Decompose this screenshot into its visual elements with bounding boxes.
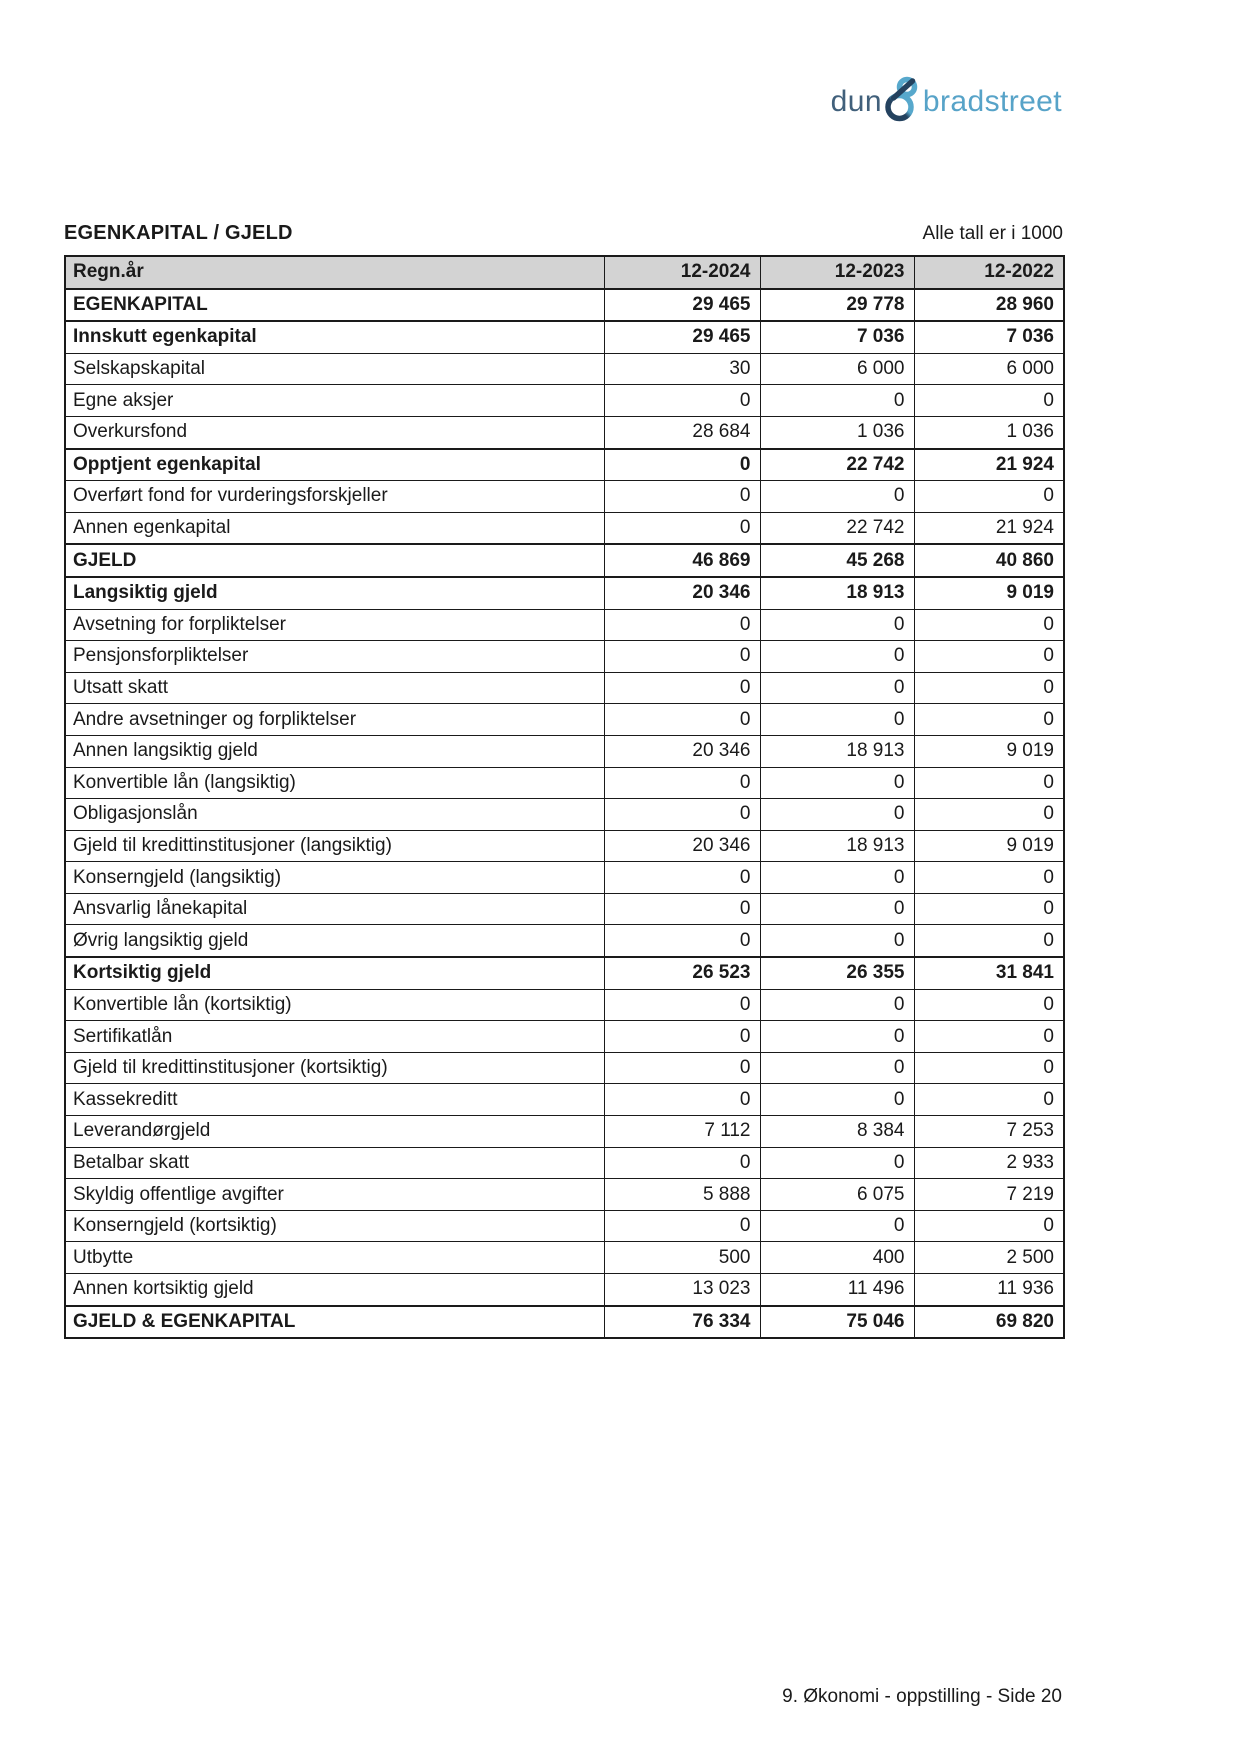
row-label: Annen egenkapital bbox=[65, 512, 604, 544]
row-value: 75 046 bbox=[760, 1306, 914, 1339]
row-value: 31 841 bbox=[914, 957, 1064, 989]
row-value: 0 bbox=[914, 862, 1064, 894]
row-value: 45 268 bbox=[760, 544, 914, 577]
table-row bbox=[65, 449, 1064, 481]
row-value: 22 742 bbox=[760, 449, 914, 481]
row-value: 21 924 bbox=[914, 512, 1064, 544]
row-value: 9 019 bbox=[914, 735, 1064, 767]
row-value: 13 023 bbox=[604, 1274, 760, 1306]
row-value: 0 bbox=[914, 481, 1064, 513]
row-label: Egne aksjer bbox=[65, 385, 604, 417]
table-row bbox=[65, 989, 1064, 1021]
row-value: 26 523 bbox=[604, 957, 760, 989]
table-row bbox=[65, 1179, 1064, 1211]
row-value: 0 bbox=[760, 1052, 914, 1084]
row-value: 0 bbox=[604, 925, 760, 957]
table-row bbox=[65, 1147, 1064, 1179]
row-label: Konvertible lån (kortsiktig) bbox=[65, 989, 604, 1021]
row-value: 40 860 bbox=[914, 544, 1064, 577]
row-label: Gjeld til kredittinstitusjoner (langsiktig) bbox=[65, 830, 604, 862]
table-row bbox=[65, 704, 1064, 736]
row-value: 0 bbox=[604, 512, 760, 544]
row-value: 0 bbox=[760, 893, 914, 925]
logo-text-dun: dun bbox=[830, 84, 882, 118]
row-value: 0 bbox=[760, 1147, 914, 1179]
row-value: 0 bbox=[760, 704, 914, 736]
ampersand-icon bbox=[885, 76, 921, 123]
row-label: Annen langsiktig gjeld bbox=[65, 735, 604, 767]
row-label: Opptjent egenkapital bbox=[65, 449, 604, 481]
row-value: 29 778 bbox=[760, 289, 914, 322]
row-label: Annen kortsiktig gjeld bbox=[65, 1274, 604, 1306]
row-value: 0 bbox=[604, 893, 760, 925]
row-label: Utbytte bbox=[65, 1242, 604, 1274]
row-value: 5 888 bbox=[604, 1179, 760, 1211]
row-value: 0 bbox=[604, 449, 760, 481]
row-value: 0 bbox=[760, 862, 914, 894]
row-value: 46 869 bbox=[604, 544, 760, 577]
row-value: 6 000 bbox=[914, 353, 1064, 385]
logo-text-bradstreet: bradstreet bbox=[922, 84, 1062, 118]
row-label: GJELD bbox=[65, 544, 604, 577]
row-value: 18 913 bbox=[760, 577, 914, 609]
table-row bbox=[65, 862, 1064, 894]
row-value: 0 bbox=[914, 925, 1064, 957]
table-row bbox=[65, 1306, 1064, 1339]
table-row bbox=[65, 957, 1064, 989]
row-value: 500 bbox=[604, 1242, 760, 1274]
row-label: Skyldig offentlige avgifter bbox=[65, 1179, 604, 1211]
row-value: 0 bbox=[914, 609, 1064, 641]
table-row bbox=[65, 1052, 1064, 1084]
row-label: Sertifikatlån bbox=[65, 1021, 604, 1053]
row-value: 7 219 bbox=[914, 1179, 1064, 1211]
table-row bbox=[65, 577, 1064, 609]
row-label: Selskapskapital bbox=[65, 353, 604, 385]
row-label: Avsetning for forpliktelser bbox=[65, 609, 604, 641]
row-value: 0 bbox=[914, 989, 1064, 1021]
row-value: 0 bbox=[604, 385, 760, 417]
row-value: 18 913 bbox=[760, 830, 914, 862]
table-row bbox=[65, 1116, 1064, 1148]
table-head bbox=[65, 256, 1064, 289]
row-value: 0 bbox=[604, 1147, 760, 1179]
table-row bbox=[65, 416, 1064, 448]
row-value: 0 bbox=[760, 1084, 914, 1116]
row-value: 0 bbox=[760, 481, 914, 513]
row-value: 0 bbox=[604, 1210, 760, 1242]
table-row bbox=[65, 1242, 1064, 1274]
row-value: 0 bbox=[914, 641, 1064, 673]
row-value: 0 bbox=[914, 385, 1064, 417]
table-row bbox=[65, 289, 1064, 322]
row-value: 11 936 bbox=[914, 1274, 1064, 1306]
row-label: Leverandørgjeld bbox=[65, 1116, 604, 1148]
row-value: 0 bbox=[760, 641, 914, 673]
row-label: Øvrig langsiktig gjeld bbox=[65, 925, 604, 957]
table-row bbox=[65, 767, 1064, 799]
table-row bbox=[65, 321, 1064, 353]
row-value: 0 bbox=[914, 1021, 1064, 1053]
row-label: Utsatt skatt bbox=[65, 672, 604, 704]
row-value: 0 bbox=[604, 862, 760, 894]
row-value: 9 019 bbox=[914, 830, 1064, 862]
row-value: 29 465 bbox=[604, 289, 760, 322]
row-value: 0 bbox=[914, 672, 1064, 704]
row-value: 0 bbox=[914, 893, 1064, 925]
row-value: 0 bbox=[604, 609, 760, 641]
row-value: 30 bbox=[604, 353, 760, 385]
row-value: 0 bbox=[760, 767, 914, 799]
row-value: 0 bbox=[604, 672, 760, 704]
row-value: 0 bbox=[604, 641, 760, 673]
row-value: 18 913 bbox=[760, 735, 914, 767]
table-row bbox=[65, 672, 1064, 704]
row-label: Andre avsetninger og forpliktelser bbox=[65, 704, 604, 736]
row-value: 76 334 bbox=[604, 1306, 760, 1339]
row-value: 7 036 bbox=[760, 321, 914, 353]
row-value: 28 684 bbox=[604, 416, 760, 448]
row-label: Pensjonsforpliktelser bbox=[65, 641, 604, 673]
row-label: Konserngjeld (kortsiktig) bbox=[65, 1210, 604, 1242]
row-label: GJELD & EGENKAPITAL bbox=[65, 1306, 604, 1339]
row-value: 9 019 bbox=[914, 577, 1064, 609]
row-value: 0 bbox=[604, 767, 760, 799]
table-row bbox=[65, 1021, 1064, 1053]
column-header-year: 12-2024 bbox=[604, 256, 760, 289]
column-header-label: Regn.år bbox=[65, 256, 604, 289]
row-value: 0 bbox=[914, 1084, 1064, 1116]
row-value: 29 465 bbox=[604, 321, 760, 353]
row-value: 0 bbox=[604, 1084, 760, 1116]
table-row bbox=[65, 544, 1064, 577]
row-value: 0 bbox=[914, 704, 1064, 736]
row-label: Kassekreditt bbox=[65, 1084, 604, 1116]
row-value: 0 bbox=[604, 481, 760, 513]
row-value: 69 820 bbox=[914, 1306, 1064, 1339]
table-row bbox=[65, 512, 1064, 544]
row-label: Langsiktig gjeld bbox=[65, 577, 604, 609]
row-value: 0 bbox=[760, 799, 914, 831]
row-value: 0 bbox=[914, 1210, 1064, 1242]
table-row bbox=[65, 385, 1064, 417]
row-value: 1 036 bbox=[914, 416, 1064, 448]
row-value: 7 036 bbox=[914, 321, 1064, 353]
row-value: 0 bbox=[760, 1210, 914, 1242]
row-value: 0 bbox=[604, 1021, 760, 1053]
row-value: 20 346 bbox=[604, 735, 760, 767]
row-value: 2 933 bbox=[914, 1147, 1064, 1179]
column-header-year: 12-2023 bbox=[760, 256, 914, 289]
table-row bbox=[65, 735, 1064, 767]
row-value: 22 742 bbox=[760, 512, 914, 544]
table-body bbox=[65, 289, 1064, 1339]
table-row bbox=[65, 1084, 1064, 1116]
row-value: 0 bbox=[914, 799, 1064, 831]
row-value: 21 924 bbox=[914, 449, 1064, 481]
dun-bradstreet-logo bbox=[831, 76, 1062, 127]
row-value: 26 355 bbox=[760, 957, 914, 989]
row-label: Overkursfond bbox=[65, 416, 604, 448]
row-value: 28 960 bbox=[914, 289, 1064, 322]
row-label: Obligasjonslån bbox=[65, 799, 604, 831]
row-value: 0 bbox=[760, 609, 914, 641]
row-value: 6 075 bbox=[760, 1179, 914, 1211]
row-value: 2 500 bbox=[914, 1242, 1064, 1274]
table-row bbox=[65, 799, 1064, 831]
row-value: 0 bbox=[914, 1052, 1064, 1084]
row-label: Ansvarlig lånekapital bbox=[65, 893, 604, 925]
row-label: Kortsiktig gjeld bbox=[65, 957, 604, 989]
row-label: Gjeld til kredittinstitusjoner (kortsiktig) bbox=[65, 1052, 604, 1084]
row-label: Konserngjeld (langsiktig) bbox=[65, 862, 604, 894]
row-value: 0 bbox=[760, 672, 914, 704]
row-value: 400 bbox=[760, 1242, 914, 1274]
row-value: 0 bbox=[914, 767, 1064, 799]
row-value: 0 bbox=[760, 385, 914, 417]
equity-debt-table bbox=[64, 255, 1065, 1339]
row-label: Betalbar skatt bbox=[65, 1147, 604, 1179]
row-value: 0 bbox=[604, 1052, 760, 1084]
row-value: 11 496 bbox=[760, 1274, 914, 1306]
row-value: 0 bbox=[760, 925, 914, 957]
row-value: 7 112 bbox=[604, 1116, 760, 1148]
table-row bbox=[65, 893, 1064, 925]
title-row bbox=[64, 222, 1063, 245]
row-value: 0 bbox=[604, 704, 760, 736]
row-value: 0 bbox=[604, 989, 760, 1021]
table-row bbox=[65, 641, 1064, 673]
table-row bbox=[65, 609, 1064, 641]
row-label: EGENKAPITAL bbox=[65, 289, 604, 322]
table-row bbox=[65, 353, 1064, 385]
row-value: 0 bbox=[760, 1021, 914, 1053]
table-row bbox=[65, 1274, 1064, 1306]
column-header-year: 12-2022 bbox=[914, 256, 1064, 289]
row-value: 20 346 bbox=[604, 577, 760, 609]
page-footer: 9. Økonomi - oppstilling - Side 20 bbox=[782, 1686, 1062, 1707]
table-row bbox=[65, 925, 1064, 957]
row-value: 0 bbox=[760, 989, 914, 1021]
table-row bbox=[65, 1210, 1064, 1242]
row-value: 20 346 bbox=[604, 830, 760, 862]
page-title: EGENKAPITAL / GJELD bbox=[64, 222, 293, 244]
row-label: Innskutt egenkapital bbox=[65, 321, 604, 353]
row-value: 1 036 bbox=[760, 416, 914, 448]
row-value: 6 000 bbox=[760, 353, 914, 385]
table-header-row bbox=[65, 256, 1064, 289]
row-label: Overført fond for vurderingsforskjeller bbox=[65, 481, 604, 513]
table-row bbox=[65, 830, 1064, 862]
row-value: 8 384 bbox=[760, 1116, 914, 1148]
row-value: 0 bbox=[604, 799, 760, 831]
row-value: 7 253 bbox=[914, 1116, 1064, 1148]
table-row bbox=[65, 481, 1064, 513]
row-label: Konvertible lån (langsiktig) bbox=[65, 767, 604, 799]
units-note: Alle tall er i 1000 bbox=[922, 223, 1063, 244]
